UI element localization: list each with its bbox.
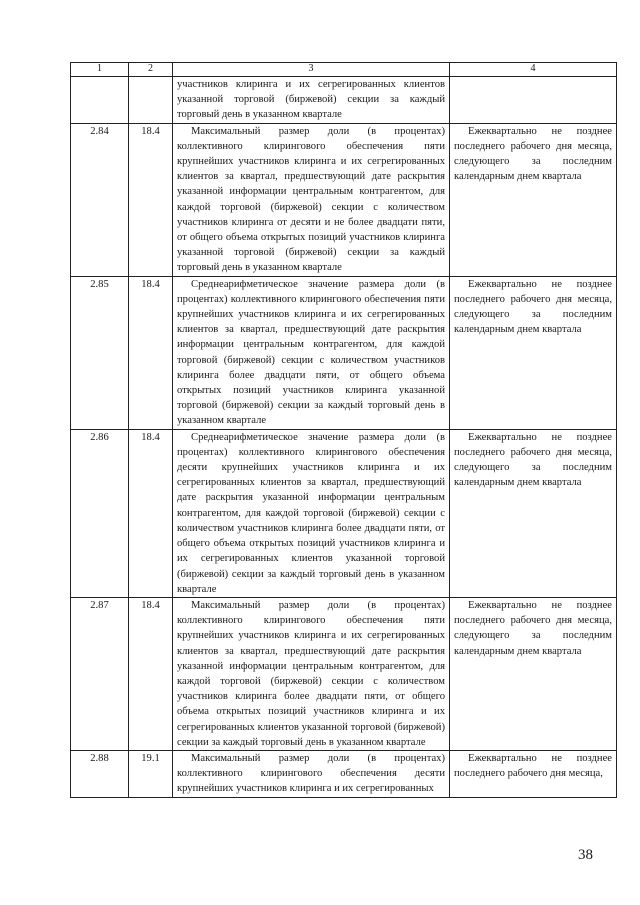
row-number: 2.86 xyxy=(71,429,129,597)
column-header: 1 xyxy=(71,63,129,77)
row-section: 18.4 xyxy=(129,123,173,276)
row-description: Среднеарифметическое значение размера доли (в процентах) коллективного клирингового обеспечения пяти крупнейших участников клиринга и их сегрегированных клиентов за квартал, предшествующий дате раскрытия информации центральным контрагентом, для каждой торговой (биржевой) секции с количеством участников клиринга более двадцати пяти, от общего объема открытых позиций участников клиринга указанной торговой (биржевой) секции за каждый торговый день в указанном квартале xyxy=(173,276,450,429)
row-section: 18.4 xyxy=(129,429,173,597)
continued-description: участников клиринга и их сегрегированных клиентов указанной торговой (биржевой) секции за каждый торговый день в указанном квартале xyxy=(173,77,450,124)
row-term: Ежеквартально не позднее последнего рабочего дня месяца, xyxy=(450,750,617,797)
row-term: Ежеквартально не позднее последнего рабочего дня месяца, следующего за последним календарным днем квартала xyxy=(450,597,617,750)
row-section: 19.1 xyxy=(129,750,173,797)
table-row xyxy=(71,276,617,429)
row-description: Максимальный размер доли (в процентах) коллективного клирингового обеспечения десяти крупнейших участников клиринга и их сегрегированных xyxy=(173,750,450,797)
table-row-continuation xyxy=(71,77,617,124)
column-header: 4 xyxy=(450,63,617,77)
row-number: 2.87 xyxy=(71,597,129,750)
row-term: Ежеквартально не позднее последнего рабочего дня месяца, следующего за последним календарным днем квартала xyxy=(450,276,617,429)
row-section: 18.4 xyxy=(129,597,173,750)
table-header-row xyxy=(71,63,617,77)
row-section: 18.4 xyxy=(129,276,173,429)
table-row xyxy=(71,597,617,750)
row-number: 2.85 xyxy=(71,276,129,429)
row-number: 2.88 xyxy=(71,750,129,797)
row-description: Максимальный размер доли (в процентах) коллективного клирингового обеспечения пяти крупнейших участников клиринга и их сегрегированных клиентов за квартал, предшествующий дате раскрытия указанной информации центральным контрагентом, для каждой торговой (биржевой) секции с количеством участников клиринга более двадцати пяти, от общего объема открытых позиций участников клиринга и их сегрегированных клиентов указанной торговой (биржевой) секции за каждый торговый день в указанном квартале xyxy=(173,597,450,750)
row-term: Ежеквартально не позднее последнего рабочего дня месяца, следующего за последним календарным днем квартала xyxy=(450,123,617,276)
row-description: Среднеарифметическое значение размера доли (в процентах) коллективного клирингового обеспечения десяти крупнейших участников клиринга и их сегрегированных клиентов за квартал, предшествующий дате раскрытия указанной информации центральным контрагентом, для каждой торговой (биржевой) секции с количеством участников клиринга более двадцати пяти, от общего объема открытых позиций участников клиринга и их сегрегированных клиентов указанной торговой (биржевой) секции за каждый торговый день в указанном квартале xyxy=(173,429,450,597)
table-row xyxy=(71,123,617,276)
disclosure-table xyxy=(70,62,617,798)
row-description: Максимальный размер доли (в процентах) коллективного клирингового обеспечения пяти крупнейших участников клиринга и их сегрегированных клиентов за квартал, предшествующий дате раскрытия указанной информации центральным контрагентом, для каждой торговой (биржевой) секции с количеством участников клиринга от десяти и не более двадцати пяти, от общего объема открытых позиций участников клиринга указанной торговой (биржевой) секции за каждый торговый день в указанном квартале xyxy=(173,123,450,276)
column-header: 3 xyxy=(173,63,450,77)
table-row xyxy=(71,429,617,597)
table-row xyxy=(71,750,617,797)
column-header: 2 xyxy=(129,63,173,77)
row-number: 2.84 xyxy=(71,123,129,276)
page-number: 38 xyxy=(578,847,593,863)
row-term: Ежеквартально не позднее последнего рабочего дня месяца, следующего за последним календарным днем квартала xyxy=(450,429,617,597)
